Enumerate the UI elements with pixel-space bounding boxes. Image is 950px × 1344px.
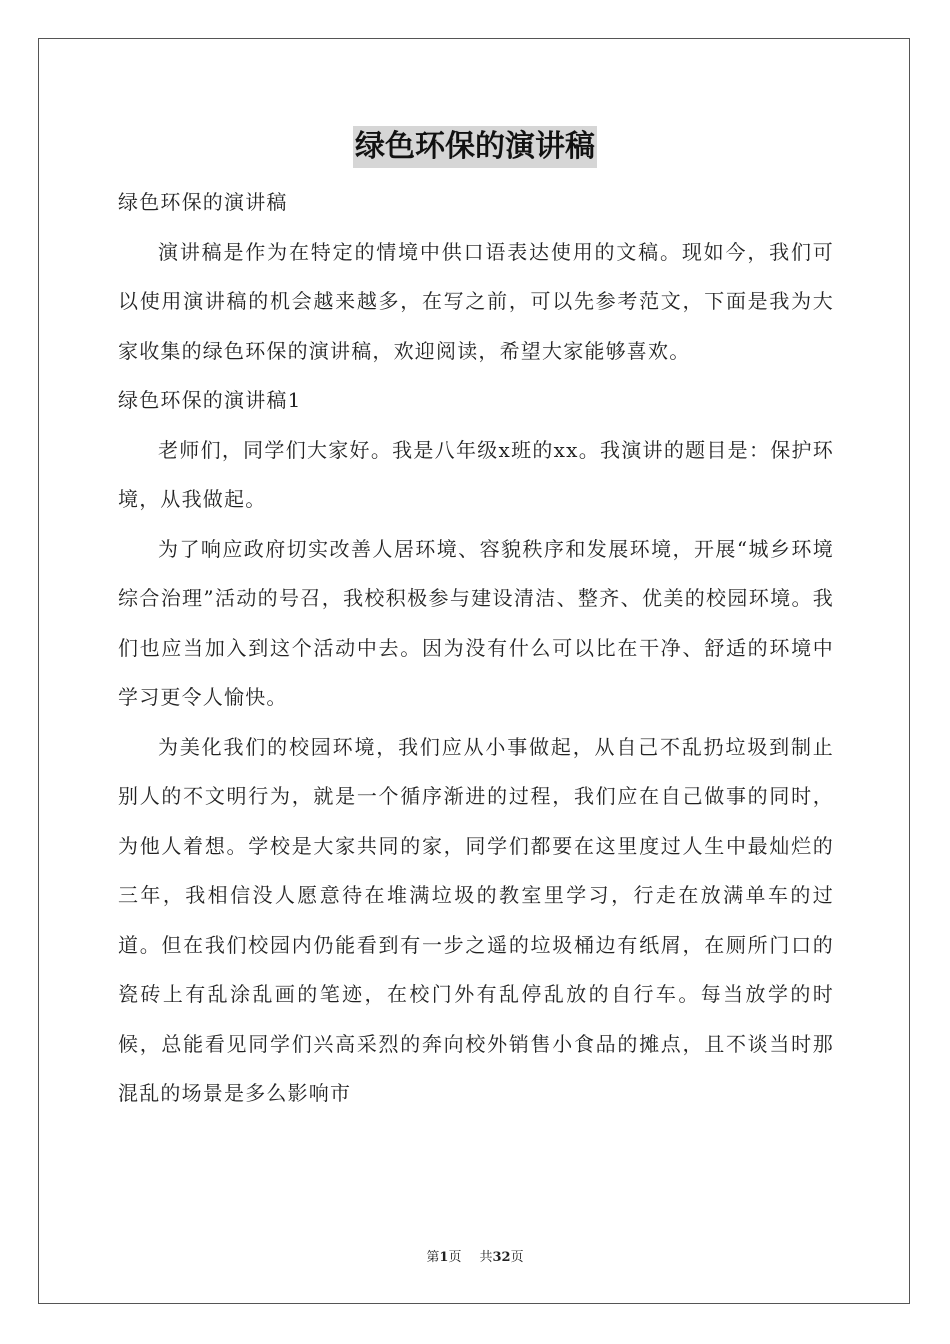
footer-page-current: 1 — [439, 1250, 449, 1265]
paragraph: 老师们，同学们大家好。我是八年级x班的xx。我演讲的题目是：保护环境，从我做起。 — [118, 437, 834, 511]
paragraph: 演讲稿是作为在特定的情境中供口语表达使用的文稿。现如今，我们可以使用演讲稿的机会越来越多，在写之前，可以先参考范文，下面是我为大家收集的绿色环保的演讲稿，欢迎阅读，希望大家能够喜欢。 — [118, 239, 834, 363]
footer-total-prefix: 共 — [479, 1250, 493, 1265]
document-title: 绿色环保的演讲稿 — [353, 126, 597, 168]
footer-page-suffix: 页 — [448, 1250, 462, 1265]
paragraph: 绿色环保的演讲稿 — [118, 190, 288, 214]
paragraph: 绿色环保的演讲稿1 — [118, 388, 302, 412]
paragraph: 为了响应政府切实改善人居环境、容貌秩序和发展环境，开展“城乡环境综合治理”活动的号召，我校积极参与建设清洁、整齐、优美的校园环境。我们也应当加入到这个活动中去。因为没有什么可以比在干净、舒适的环境中学习更令人愉快。 — [118, 536, 834, 709]
page-footer — [0, 1246, 950, 1265]
footer-total-suffix: 页 — [510, 1250, 524, 1265]
footer-page-total: 32 — [492, 1250, 511, 1265]
document-body — [118, 178, 834, 1119]
title-container — [0, 126, 950, 168]
paragraph: 为美化我们的校园环境，我们应从小事做起，从自己不乱扔垃圾到制止别人的不文明行为，就是一个循序渐进的过程，我们应在自己做事的同时，为他人着想。学校是大家共同的家，同学们都要在这里度过人生中最灿烂的三年，我相信没人愿意待在堆满垃圾的教室里学习，行走在放满单车的过道。但在我们校园内仍能看到有一步之遥的垃圾桶边有纸屑，在厕所门口的瓷砖上有乱涂乱画的笔迹，在校门外有乱停乱放的自行车。每当放学的时候，总能看见同学们兴高采烈的奔向校外销售小食品的摊点，且不谈当时那混乱的场景是多么影响市 — [118, 734, 834, 1105]
footer-page-prefix: 第 — [426, 1250, 440, 1265]
